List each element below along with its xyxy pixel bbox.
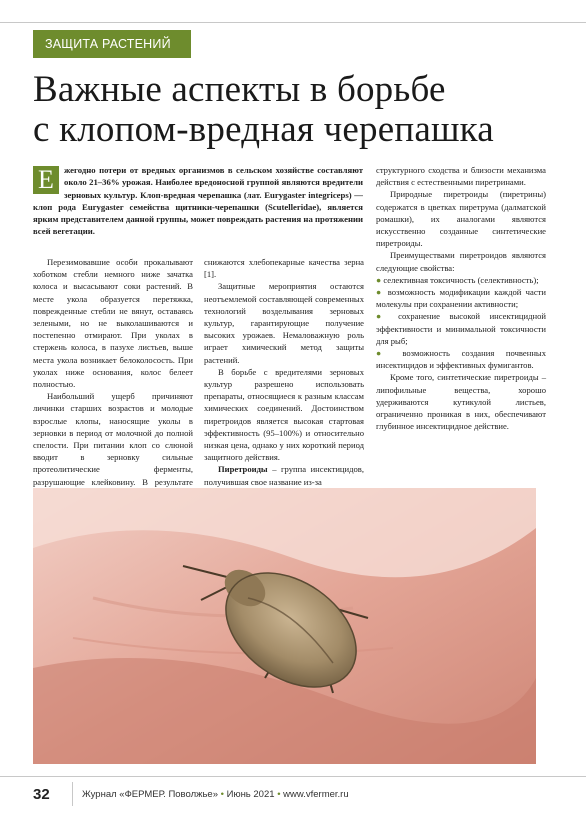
col3-paragraph: структурного сходства и близости механизма действия с естественными пиретринами.: [376, 165, 546, 188]
separator-dot: •: [277, 789, 281, 800]
page-number: 32: [33, 786, 50, 803]
col2-paragraph: В борьбе с вредителями зерновых культур разрешено использовать препараты, относящиеся к разным классам химических соединений. Достоинством пиретроидов является высокая стартовая эффективность (95–100%) и относительно низкая цена, однако у них короткий период защитного действия.: [204, 366, 364, 463]
bullet-item: [376, 286, 546, 310]
section-label: ЗАЩИТА РАСТЕНИЙ: [33, 30, 191, 58]
col3-paragraph: Преимуществами пиретроидов являются следующие свойства:: [376, 250, 546, 273]
bug-on-hand-photo: [33, 488, 536, 764]
bullet-icon: ●: [376, 348, 391, 359]
bullet-item: [376, 310, 546, 347]
journal-name: Журнал «ФЕРМЕР. Поволжье»: [82, 789, 218, 800]
footer-info: [82, 789, 349, 800]
issue-date: Июнь 2021: [226, 789, 275, 800]
col1-paragraph: Наибольший ущерб причиняют личинки старших возрастов и молодые взрослые клопы, наносящие уколы в зерновки в период от молочной до полной спелости. При питании клоп со слюной вводит в зерновку сильные протеолитические ферменты, разрушающие клейковину. В результате: [33, 391, 193, 487]
title-line-2: с клопом-вредная черепашка: [33, 109, 494, 150]
footer-rule: [0, 776, 586, 777]
column-3: [376, 164, 546, 432]
column-1: [33, 256, 193, 500]
title-line-1: Важные аспекты в борьбе: [33, 69, 446, 110]
col3-paragraph: Природные пиретроиды (пиретрины) содержатся в цветках пиретрума (далматской ромашки), их аналогами являются искусственно созданные синтетические пиретроиды.: [376, 189, 546, 249]
separator-dot: •: [220, 789, 224, 800]
bullet-text: селективная токсичность (селективность);: [383, 274, 539, 285]
bullet-icon: ●: [376, 311, 389, 322]
col2-paragraph-rest: – группа инсектицидов, получившая свое название из-за: [204, 464, 364, 487]
bullet-item: [376, 347, 546, 371]
photo-illustration: [33, 488, 536, 764]
bullet-text: возможность модификации каждой части молекулы при сохранении активности;: [376, 287, 546, 310]
bullet-text: сохранение высокой инсектицидной эффективности и минимальной токсичности для рыб;: [376, 311, 546, 346]
lead-text: жегодно потери от вредных организмов в сельском хозяйстве составляют около 21–36% урожая. Наиболее вредоносной группой являются вредители зерновых культур. Клоп-вредная черепашка (лат. Eurygaster integriceps) — клоп рода Eurygaster семейства щитники-черепашки (Scutelleridae), является ярким представителем данной группы, может повреждать растения на протяжении всей вегетации.: [33, 165, 363, 237]
col2-paragraph: [204, 463, 364, 487]
col2-paragraph: снижаются хлебопекарные качества зерна [1].: [204, 257, 364, 280]
bullet-icon: ●: [376, 287, 384, 298]
bullet-item: [376, 274, 546, 286]
top-rule: [0, 22, 586, 23]
bullet-text: возможность создания почвенных инсектицидов и эффективных фумигантов.: [376, 348, 546, 371]
col3-paragraph: Кроме того, синтетические пиретроиды – липофильные вещества, хорошо удерживаются кутикулой листьев, ограниченно проникая в них, обеспечивают глубинное инсектицидное действие.: [376, 372, 546, 432]
website-link[interactable]: www.vfermer.ru: [283, 789, 349, 800]
article-title: [33, 70, 563, 150]
bullet-icon: ●: [376, 274, 382, 285]
column-2: [204, 256, 364, 488]
pyrethroids-term: Пиретроиды: [218, 464, 268, 475]
footer-divider: [72, 782, 73, 806]
lead-paragraph: [33, 164, 363, 238]
col2-paragraph: Защитные мероприятия остаются неотъемлемой составляющей современных технологий возделывания зерновых культур, гарантирующие получение высоких урожаев. Немаловажную роль играет химический метод защиты растений.: [204, 281, 364, 365]
col1-paragraph: Перезимовавшие особи прокалывают хоботком стебли немного ниже зачатка колоса и высасывают соки растений. В месте укола образуется перетяжка, поврежденные стебли не вянут, оставаясь зелеными, но не выколашиваются и постепенно отмирают. При уколах в стержень колоса, в пазухе листьев, выше места укола возникает белоколосость. При уколах ниже основания, колос белеет полностью.: [33, 257, 193, 390]
drop-cap: Е: [33, 166, 59, 194]
